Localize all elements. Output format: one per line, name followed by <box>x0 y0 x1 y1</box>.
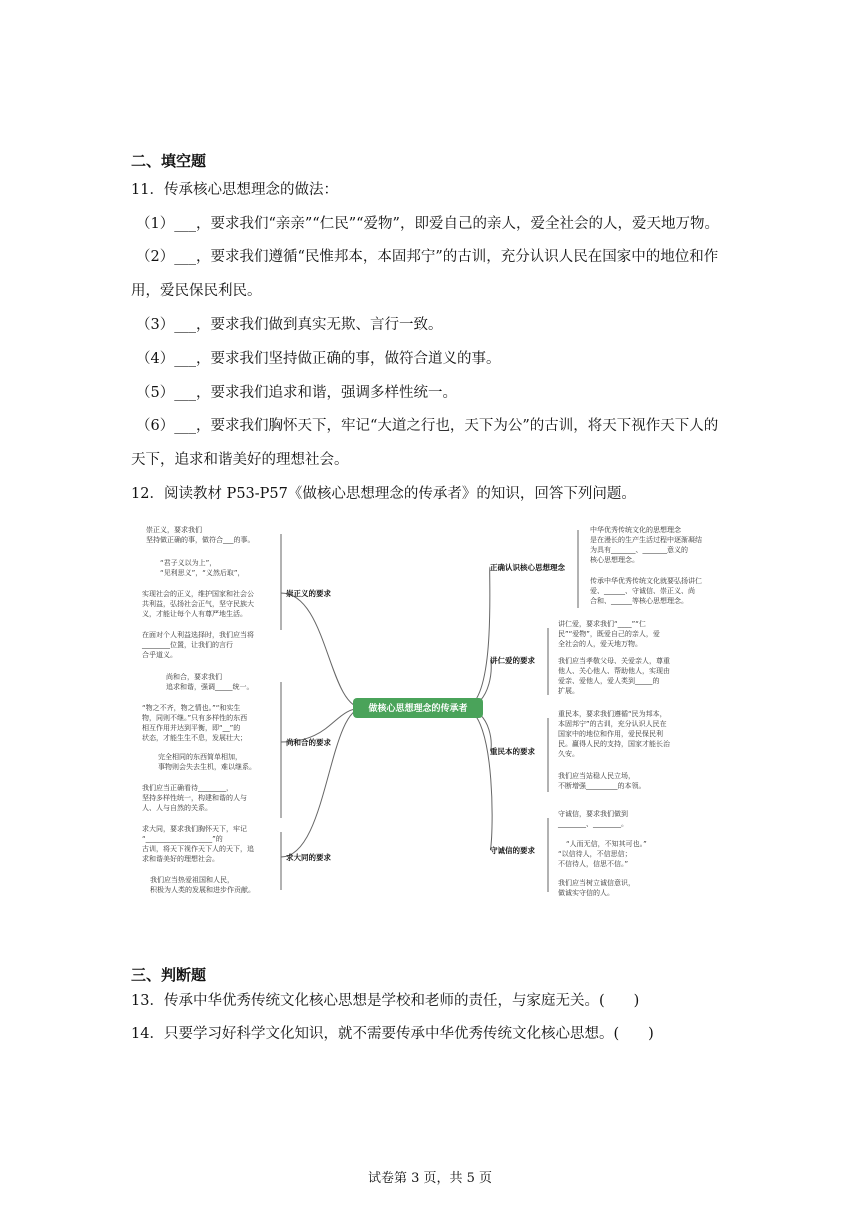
node-jiangrenai: 讲仁爱的要求 <box>490 656 535 665</box>
mm-text: 古训，将天下视作天下人的天下，追 <box>142 845 254 853</box>
q11-item-6-cont: 天下，追求和谐美好的理想社会。 <box>131 452 349 468</box>
mm-text: “___________________”的 <box>142 835 223 843</box>
q11-item-6: （6）___，要求我们胸怀天下，牢记“大道之行也，天下为公”的古训，将天下视作天下人的 <box>136 418 719 434</box>
mm-text: 是在漫长的生产生活过程中逐渐凝结 <box>590 536 702 544</box>
mm-text: 重民本，要求我们遵循“民为邦本， <box>558 710 667 718</box>
mm-text: 爱亲、爱他人，爱人类到_____的 <box>558 677 660 685</box>
mm-text: “人而无信，不知其可也。” <box>566 840 647 848</box>
mm-text: 扩展。 <box>558 687 579 695</box>
mm-text: 不断增强_________的本领。 <box>558 782 646 790</box>
node-zhongminben: 重民本的要求 <box>490 747 535 756</box>
node-shanghehe: 尚和合的要求 <box>286 738 331 747</box>
page-footer: 试卷第 3 页，共 5 页 <box>367 1171 493 1186</box>
mm-text: 我们应当树立诚信意识， <box>558 879 635 887</box>
q11-item-2-cont: 用，爱民保民利民。 <box>131 283 262 299</box>
mind-map-left-texts <box>141 525 256 894</box>
mm-text: 相互作用并达到平衡，即“__”的 <box>142 724 241 732</box>
node-zhengque: 正确认识核心思想理念 <box>490 563 565 572</box>
section-title-judgment: 三、判断题 <box>131 966 207 984</box>
node-chongzhengyi: 崇正义的要求 <box>286 589 331 598</box>
mm-text: 他人、关心他人、帮助他人，实现由 <box>558 667 670 675</box>
mm-text: 讲仁爱，要求我们“____”“仁 <box>558 620 646 628</box>
mm-text: 传承中华优秀传统文化就要弘扬讲仁 <box>590 577 702 585</box>
question-14: 14．只要学习好科学文化知识，就不需要传承中华优秀传统文化核心思想。( ) <box>131 1026 654 1042</box>
mm-text: 本固邦宁”的古训，充分认识人民在 <box>558 720 667 728</box>
mm-text: 我们应当站稳人民立场， <box>558 772 635 780</box>
mm-text: 我们应当热爱祖国和人民， <box>150 876 234 884</box>
mm-text: “君子义以为上”， <box>160 559 217 567</box>
mm-text: 义，才能让每个人有尊严地生活。 <box>142 610 247 618</box>
section-title-fill-blank: 二、填空题 <box>131 152 207 170</box>
mind-map <box>138 520 738 905</box>
mm-text: 合和、______等核心思想理念。 <box>590 597 688 605</box>
mm-text: 爱、______、守诚信、崇正义、尚 <box>590 587 695 595</box>
center-node-label: 做核心思想理念的传承者 <box>368 704 468 714</box>
mm-text: 核心思想理念。 <box>590 556 639 564</box>
mm-text: 尚和合，要求我们 <box>166 673 222 681</box>
mm-text: 我们应当孝敬父母、关爱亲人，尊重 <box>558 657 670 665</box>
mm-text: 民”“爱物”，既爱自己的亲人，爱 <box>558 630 660 638</box>
mm-text: 崇正义，要求我们 <box>146 526 202 534</box>
q11-item-1: （1）___，要求我们“亲亲”“仁民”“爱物”，即爱自己的亲人，爱全社会的人，爱天地万物。 <box>136 216 719 232</box>
mm-text: 在面对个人利益选择时，我们应当将 <box>142 631 254 639</box>
mm-text: 不信待人，信思不信。” <box>558 860 629 868</box>
mm-text: 实现社会的正义，维护国家和社会公 <box>142 590 254 598</box>
mm-text: 追求和谐，强调_____统一。 <box>166 683 254 691</box>
mm-text: ________位置，让我们的言行 <box>142 641 233 649</box>
mm-text: 完全相同的东西简单相加， <box>158 753 242 761</box>
mm-text: 积极为人类的发展和进步作贡献。 <box>150 886 255 894</box>
mm-text: 坚持做正确的事，做符合___的事。 <box>146 536 255 544</box>
mm-text: 国家中的地位和作用，爱民保民利 <box>558 730 663 738</box>
mm-text: “物之不齐，物之情也。”“和实生 <box>142 704 241 712</box>
node-qiudatong: 求大同的要求 <box>286 853 331 862</box>
mm-text: 做诚实守信的人。 <box>558 889 614 897</box>
mm-text: 民。赢得人民的支持，国家才能长治 <box>558 740 670 748</box>
mm-text: 守诚信，要求我们做到 <box>558 810 628 818</box>
mm-text: 全社会的人，爱天地万物。 <box>558 640 642 648</box>
mm-text: “见利思义”，“义然后取”， <box>160 569 245 577</box>
mm-text: “以信待人，不信思信； <box>558 850 632 858</box>
mm-text: 我们应当正确看待________， <box>142 784 233 792</box>
q11-item-2: （2）___，要求我们遵循“民惟邦本，本固邦宁”的古训，充分认识人民在国家中的地位和作 <box>136 249 719 265</box>
question-11-stem: 11．传承核心思想理念的做法： <box>131 182 338 198</box>
mm-text: 物，同则不继。”只有多样性的东西 <box>142 714 248 722</box>
mm-text: 中华优秀传统文化的思想理念 <box>590 526 681 534</box>
mind-map-right-texts <box>557 525 702 897</box>
mm-text: 求和谐美好的理想社会。 <box>142 855 219 863</box>
mm-text: 久安。 <box>558 750 579 758</box>
mm-text: 共利益，弘扬社会正气，坚守民族大 <box>142 600 254 608</box>
q11-item-4: （4）___，要求我们坚持做正确的事，做符合道义的事。 <box>136 351 501 367</box>
mm-text: 坚持多样性统一，构建和谐的人与 <box>142 794 247 802</box>
mm-text: 为具有_______、_______意义的 <box>590 546 688 554</box>
mm-text: 事物则会失去生机，难以继系。 <box>158 763 256 771</box>
mm-text: 求大同，要求我们胸怀天下，牢记 <box>142 825 247 833</box>
question-13: 13．传承中华优秀传统文化核心思想是学校和老师的责任，与家庭无关。( ) <box>131 993 640 1009</box>
question-12-stem: 12．阅读教材 P53-P57《做核心思想理念的传承者》的知识，回答下列问题。 <box>131 486 636 502</box>
mm-text: ________、________。 <box>558 820 628 828</box>
q11-item-3: （3）___，要求我们做到真实无欺、言行一致。 <box>136 317 443 333</box>
q11-item-5: （5）___，要求我们追求和谐，强调多样性统一。 <box>136 385 457 401</box>
mm-text: 状态，才能生生不息，发展壮大； <box>142 734 247 742</box>
mm-text: 合乎道义。 <box>142 651 177 659</box>
mm-text: 人、人与自然的关系。 <box>142 804 212 812</box>
node-shouchengxin: 守诚信的要求 <box>490 846 535 855</box>
